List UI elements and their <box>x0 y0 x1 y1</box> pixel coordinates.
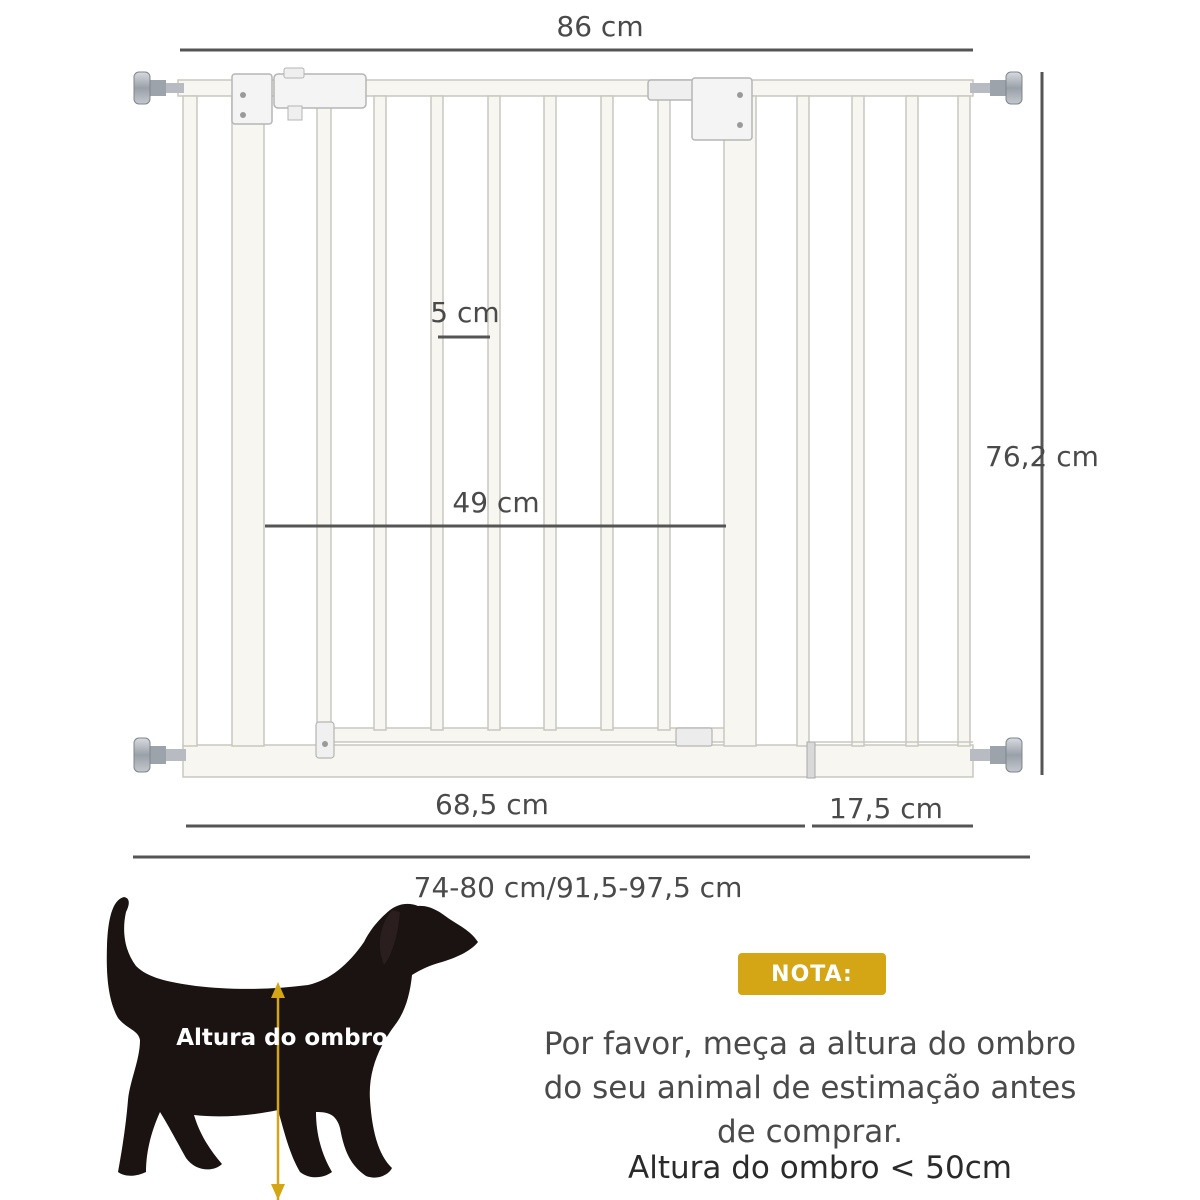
note-line-3: de comprar. <box>717 1114 903 1150</box>
gate-width-label: 68,5 cm <box>435 788 549 821</box>
left-frame-post <box>183 96 197 746</box>
note-line-2: do seu animal de estimação antes <box>543 1070 1077 1106</box>
pressure-knob-top-right[interactable] <box>970 72 1022 104</box>
door-bar <box>544 96 556 730</box>
fit-range-label: 74-80 cm/91,5-97,5 cm <box>413 871 743 904</box>
shoulder-limit-text: Altura do ombro < 50cm <box>628 1150 1012 1186</box>
pressure-knob-top-left[interactable] <box>134 72 184 104</box>
note-badge: NOTA: <box>738 953 886 995</box>
latch-receiver-block <box>692 78 752 140</box>
top-hinge <box>232 74 272 124</box>
extension-joint <box>807 742 815 778</box>
baby-gate <box>134 68 1022 778</box>
height-label: 76,2 cm <box>985 440 1099 473</box>
note-text <box>505 1022 1115 1154</box>
extension-bar <box>852 96 864 746</box>
shoulder-height-label: Altura do ombro <box>176 1025 388 1051</box>
extension-bar <box>797 96 809 746</box>
bottom-hinge <box>316 722 334 758</box>
pressure-knob-bottom-right[interactable] <box>970 738 1022 772</box>
pressure-knob-bottom-left[interactable] <box>134 738 186 772</box>
latch-lock[interactable] <box>274 74 366 108</box>
total-width-label: 86 cm <box>556 10 644 43</box>
door-left-bar <box>317 96 331 746</box>
door-width-label: 49 cm <box>452 486 540 519</box>
note-line-1: Por favor, meça a altura do ombro <box>543 1026 1077 1062</box>
extension-bar <box>906 96 918 746</box>
right-latch-post <box>724 96 756 746</box>
door-stop <box>676 728 712 746</box>
door-bar <box>488 96 500 730</box>
extension-bar <box>958 96 970 746</box>
door-bar <box>374 96 386 730</box>
door-bar <box>658 96 670 730</box>
gate-bottom-rail <box>183 745 973 777</box>
door-bar <box>601 96 613 730</box>
door-bar <box>431 96 443 730</box>
extension-width-label: 17,5 cm <box>829 792 943 825</box>
bar-spacing-label: 5 cm <box>430 296 500 329</box>
left-hinge-post <box>232 96 264 746</box>
